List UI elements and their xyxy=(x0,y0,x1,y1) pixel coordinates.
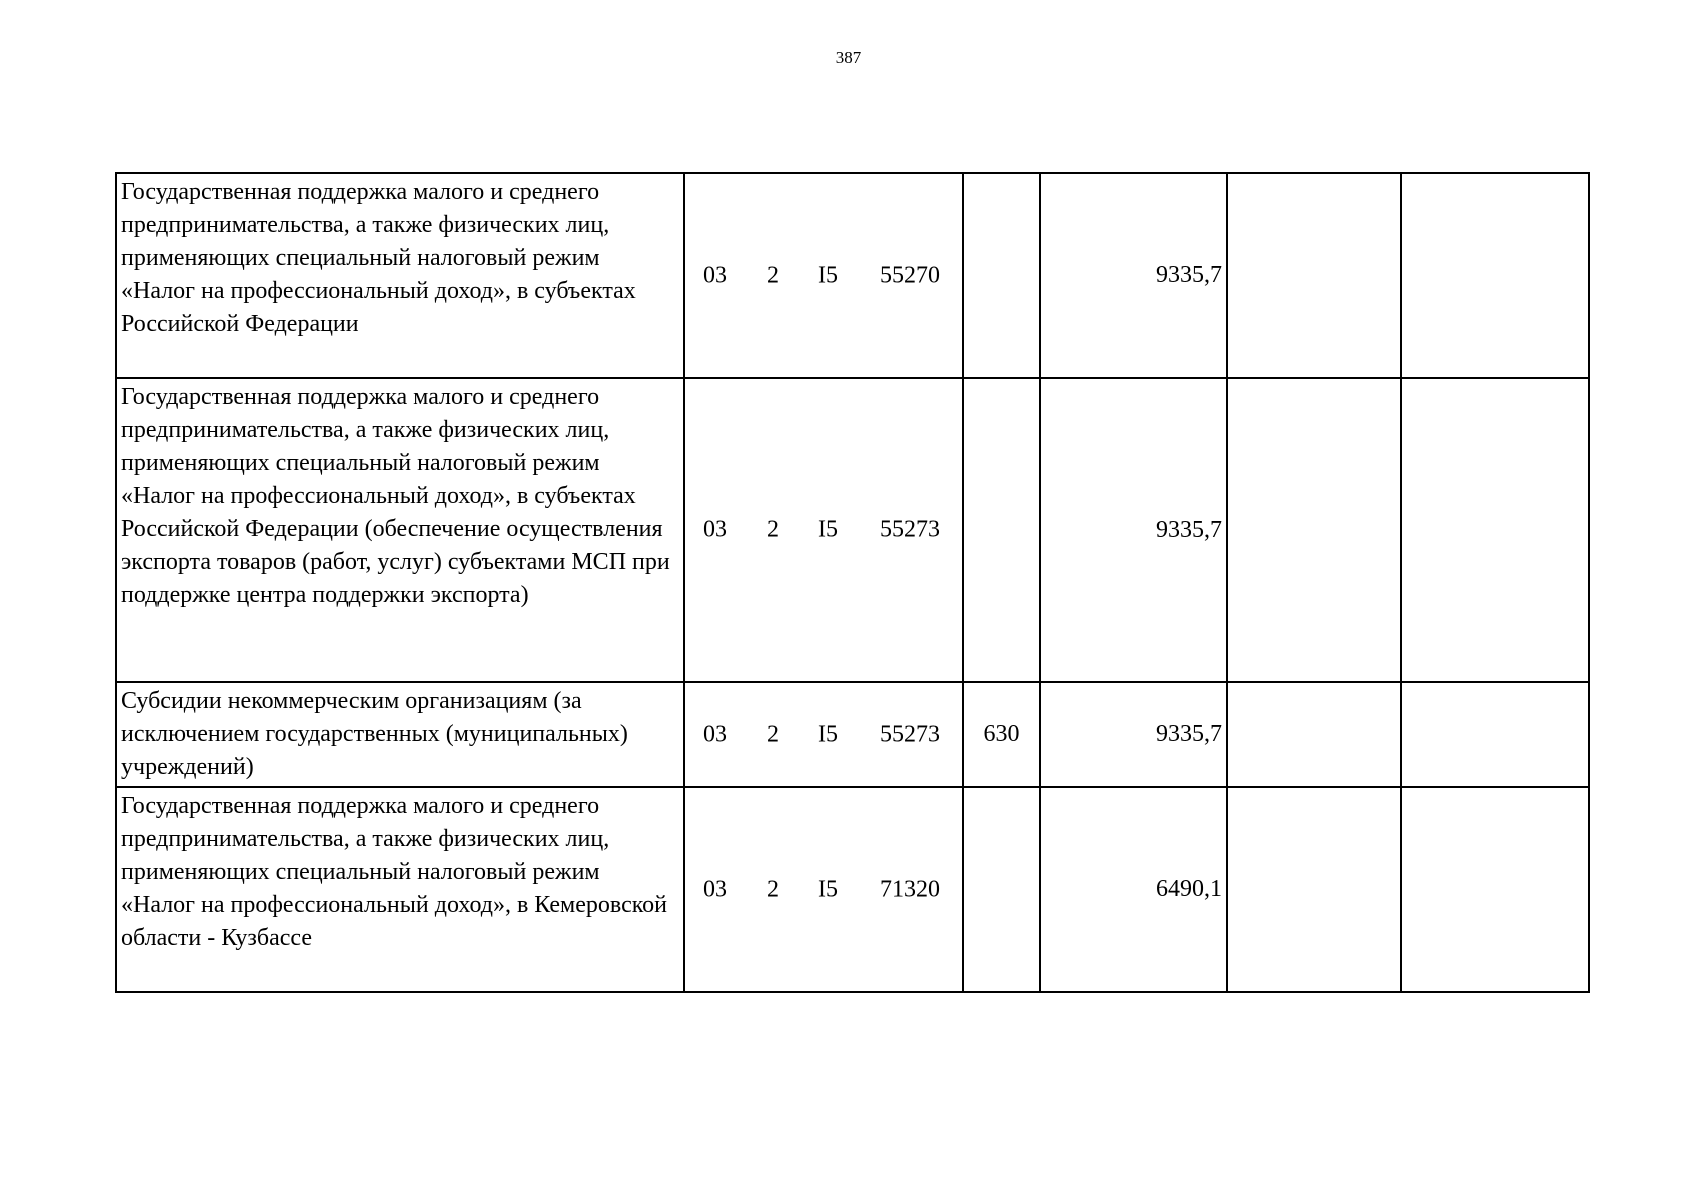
amount: 6490,1 xyxy=(1040,787,1227,992)
empty-cell xyxy=(1401,378,1589,682)
classification-codes xyxy=(684,378,963,682)
expense-type-code xyxy=(963,173,1040,378)
subsection-code: 2 xyxy=(767,721,779,747)
target-article-code: 71320 xyxy=(880,876,940,902)
section-code: 03 xyxy=(703,262,727,288)
classification-codes xyxy=(684,682,963,787)
subsection-code: 2 xyxy=(767,262,779,288)
subsection-code: 2 xyxy=(767,516,779,543)
section-code: 03 xyxy=(703,876,727,902)
target-article-code: 55273 xyxy=(880,516,940,543)
target-article-code: 55270 xyxy=(880,262,940,288)
budget-table xyxy=(115,172,1590,993)
row-description: Государственная поддержка малого и среднего предпринимательства, а также физических лиц, применяющих специальный налоговый режим «Налог на профессиональный доход», в субъектах Российской Федерации xyxy=(116,173,684,378)
classification-codes xyxy=(684,173,963,378)
row-description: Государственная поддержка малого и среднего предпринимательства, а также физических лиц, применяющих специальный налоговый режим «Налог на профессиональный доход», в Кемеровской области - Кузбассе xyxy=(116,787,684,992)
section-code: 03 xyxy=(703,516,727,543)
empty-cell xyxy=(1227,787,1401,992)
row-description: Субсидии некоммерческим организациям (за исключением государственных (муниципальных) учреждений) xyxy=(116,682,684,787)
empty-cell xyxy=(1401,682,1589,787)
empty-cell xyxy=(1227,173,1401,378)
program-code: I5 xyxy=(818,876,838,902)
amount: 9335,7 xyxy=(1040,173,1227,378)
table-row xyxy=(116,682,1589,787)
page-number: 387 xyxy=(835,48,862,67)
section-code: 03 xyxy=(703,721,727,747)
target-article-code: 55273 xyxy=(880,721,940,747)
empty-cell xyxy=(1401,173,1589,378)
empty-cell xyxy=(1227,378,1401,682)
program-code: I5 xyxy=(818,516,838,543)
amount: 9335,7 xyxy=(1040,682,1227,787)
row-description: Государственная поддержка малого и среднего предпринимательства, а также физических лиц, применяющих специальный налоговый режим «Налог на профессиональный доход», в субъектах Российской Федерации (обеспечение осуществления экспорта товаров (работ, услуг) субъектами МСП при поддержке центра поддержки экспорта) xyxy=(116,378,684,682)
expense-type-code xyxy=(963,787,1040,992)
classification-codes xyxy=(684,787,963,992)
expense-type-code: 630 xyxy=(963,682,1040,787)
amount: 9335,7 xyxy=(1040,378,1227,682)
program-code: I5 xyxy=(818,721,838,747)
empty-cell xyxy=(1227,682,1401,787)
program-code: I5 xyxy=(818,262,838,288)
empty-cell xyxy=(1401,787,1589,992)
expense-type-code xyxy=(963,378,1040,682)
table-row xyxy=(116,173,1589,378)
table-row xyxy=(116,378,1589,682)
table-row xyxy=(116,787,1589,992)
subsection-code: 2 xyxy=(767,876,779,902)
